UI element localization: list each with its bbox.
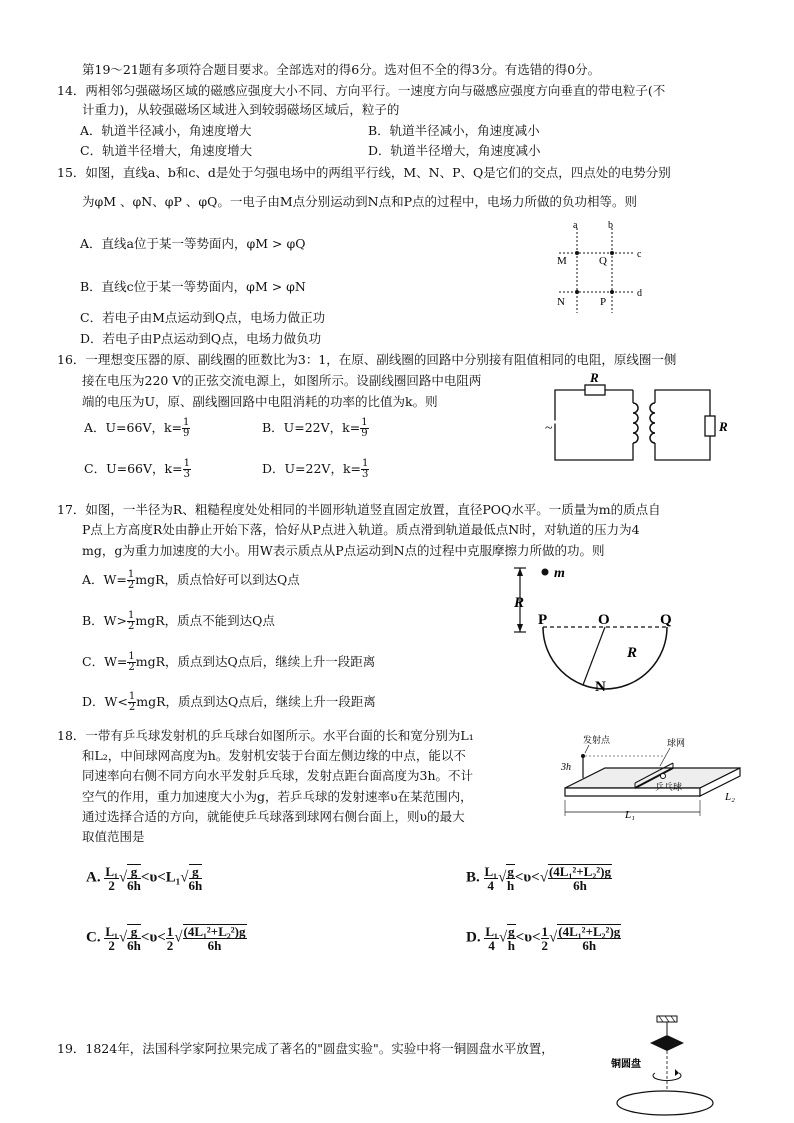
q17-stem-3: mg，g为重力加速度的大小。用W表示质点从P点运动到N点的过程中克服摩擦力所做的功。则: [82, 543, 605, 558]
q16-ac-source: ~: [545, 421, 553, 436]
q15-stem-1: 15．如图，直线a、b和c、d是处于匀强电场中的两组平行线，M、N、P、Q是它们的交点，四点处的电势分别: [57, 165, 671, 180]
q18-label-l2: L₂: [725, 791, 735, 803]
q19-label-disk: 铜圆盘: [611, 1059, 641, 1070]
q18-option-c: C. $\frac{\text{L₁}}{2}$ √ $\frac{g}{6h}$ <υ< $\frac{1}{2}$ √ $\frac{\text{(4L₁²+L₂²)g}}{6h}$: [86, 923, 246, 953]
q18-label-ball: 乒乓球: [655, 782, 683, 792]
q15-option-b: B．直线c位于某一等势面内，φM > φN: [80, 279, 306, 294]
q15-grid-figure: [545, 218, 655, 318]
section-intro: 第19～21题有多项符合题目要求。全部选对的得6分。选对但不全的得3分。有选错的得0分。: [82, 62, 601, 77]
q18-stem-2: 和L₂，中间球网高度为h。发射机安装于台面左侧边缘的中点，能以不: [82, 748, 466, 763]
q18-option-d: D. $\frac{\text{L₁}}{4}$ √ $\frac{g}{h}$ <υ< $\frac{1}{2}$ √ $\frac{\text{(4L₁²+L₂²)g}}{6h}$: [466, 923, 621, 953]
q15-stem-2: 为φM 、φN、φP 、φQ。一电子由M点分别运动到N点和P点的过程中，电场力所做的负功相等。则: [82, 194, 638, 209]
q16-stem-1: 16．一理想变压器的原、副线圈的匝数比为3：1，在原、副线圈的回路中分别接有阻值相同的电阻，原线圈一侧: [57, 352, 677, 367]
q15-label-n: N: [557, 296, 565, 308]
q18-table-figure: [555, 728, 755, 823]
q17-option-c: C．W= $\frac{1}{2}$ mgR，质点到达Q点后，继续上升一段距离: [82, 651, 376, 673]
q17-label-p: P: [538, 612, 548, 628]
q17-option-d: D．W< $\frac{1}{2}$ mgR，质点到达Q点后，继续上升一段距离: [82, 691, 376, 713]
q15-label-c: c: [637, 249, 642, 260]
q15-option-d: D．若电子由P点运动到Q点，电场力做负功: [80, 331, 322, 346]
q14-stem-1: 14．两相邻匀强磁场区域的磁感应强度大小不同、方向平行。一速度方向与磁感应强度方向垂直的带电粒子(不: [57, 83, 666, 98]
q18-stem-1: 18．一带有乒乓球发射机的乒乓球台如图所示。水平台面的长和宽分别为L₁: [57, 728, 474, 743]
q16-label-r2: R: [719, 419, 728, 434]
q18-stem-6: 取值范围是: [82, 829, 145, 844]
q17-label-n: N: [595, 679, 606, 695]
q17-label-m: m: [554, 566, 565, 581]
q17-option-a: A．W= $\frac{1}{2}$ mgR，质点恰好可以到达Q点: [82, 569, 300, 591]
q17-stem-2: P点上方高度R处由静止开始下落，恰好从P点进入轨道。质点滑到轨道最低点N时，对轨道的压力为4: [82, 522, 640, 537]
q16-option-c: C．U=66V，k= $\frac{1}{3}$: [84, 458, 190, 480]
q19-disk-figure: [605, 1013, 725, 1119]
q18-stem-5: 通过选择合适的方向，就能使乒乓球落到球网右侧台面上，则υ的最大: [82, 809, 465, 824]
q14-option-c: C．轨道半径增大，角速度增大: [80, 143, 253, 158]
q18-option-a: A. $\frac{\text{L₁}}{2}$ √ $\frac{g}{6h}$ <υ<L₁√ $\frac{g}{6h}$: [86, 863, 203, 893]
q14-option-a: A．轨道半径减小，角速度增大: [80, 123, 252, 138]
q18-stem-4: 空气的作用，重力加速度大小为g，若乒乓球的发射速率υ在某范围内，: [82, 789, 473, 804]
q16-stem-3: 端的电压为U，原、副线圈回路中电阻消耗的功率的比值为k。则: [82, 394, 438, 409]
q18-label-net: 球网: [667, 738, 686, 748]
q16-option-b: B．U=22V，k= $\frac{1}{9}$: [262, 417, 368, 439]
q17-label-q: Q: [660, 612, 672, 628]
q17-stem-1: 17．如图，一半径为R、粗糙程度处处相同的半圆形轨道竖直固定放置，直径POQ水平。一质量为m的质点自: [57, 502, 661, 517]
q15-option-a: A．直线a位于某一等势面内，φM > φQ: [80, 236, 306, 251]
q14-stem-2: 计重力)，从较强磁场区域进入到较弱磁场区域后，粒子的: [82, 102, 400, 117]
q17-label-r2: R: [627, 645, 638, 661]
q18-label-3h: 3h: [561, 762, 571, 773]
q15-label-b: b: [608, 220, 613, 231]
q16-label-r1: R: [590, 370, 599, 385]
q14-option-d: D．轨道半径增大，角速度减小: [368, 143, 541, 158]
q18-option-b: B. $\frac{\text{L₁}}{4}$ √ $\frac{g}{h}$ <υ<√ $\frac{\text{(4L₁²+L₂²)g}}{6h}$: [466, 863, 611, 893]
q16-option-d: D．U=22V，k= $\frac{1}{3}$: [262, 458, 369, 480]
q18-label-launch: 发射点: [583, 735, 611, 745]
q17-label-o: O: [598, 612, 610, 628]
q14-option-b: B．轨道半径减小，角速度减小: [368, 123, 540, 138]
q16-transformer-figure: [545, 368, 745, 468]
q16-stem-2: 接在电压为220 V的正弦交流电源上，如图所示。设副线圈回路中电阻两: [82, 373, 482, 388]
q15-option-c: C．若电子由M点运动到Q点，电场力做正功: [80, 310, 326, 325]
q18-stem-3: 同速率向右侧不同方向水平发射乒乓球，发射点距台面高度为3h。不计: [82, 768, 474, 783]
q17-label-r1: R: [514, 595, 525, 611]
q15-label-m: M: [557, 255, 567, 267]
q15-label-p: P: [600, 296, 607, 308]
q15-label-d: d: [637, 288, 642, 299]
q18-label-l1: L₁: [625, 809, 635, 821]
q15-label-a: a: [573, 220, 578, 231]
q16-option-a: A．U=66V，k= $\frac{1}{9}$: [84, 417, 190, 439]
q17-track-figure: [505, 562, 705, 697]
q15-label-q: Q: [599, 255, 607, 267]
q19-stem-1: 19．1824年，法国科学家阿拉果完成了著名的"圆盘实验"。实验中将一铜圆盘水平放置，: [57, 1041, 554, 1056]
q17-option-b: B．W> $\frac{1}{2}$ mgR，质点不能到达Q点: [82, 610, 275, 632]
